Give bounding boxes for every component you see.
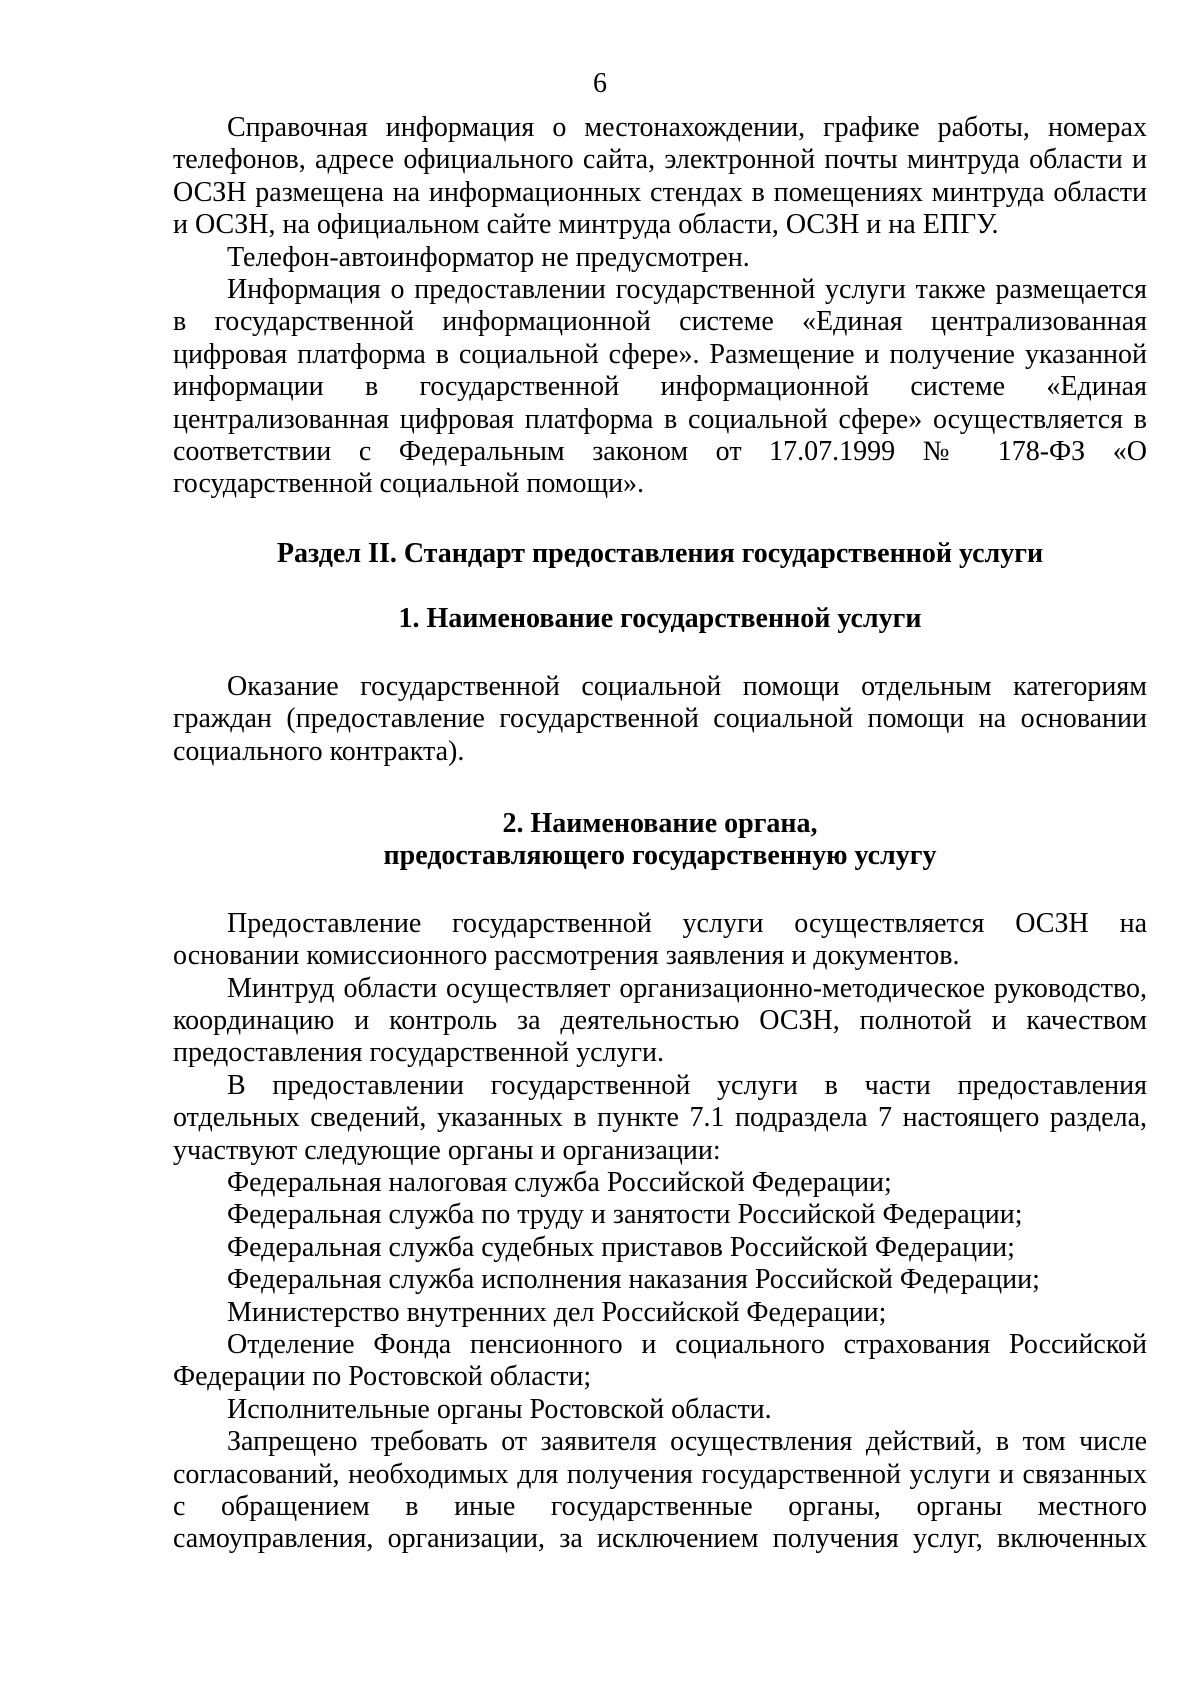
paragraph-prohibition: Запрещено требовать от заявителя осуществления действий, в том числе согласований, необходимых для получения государственной услуги и связанных с обращением в иные государственные органы, органы местного самоуправления, организации, за исключением получения услуг, включенных [173, 1426, 1147, 1555]
spacer [173, 873, 1147, 908]
list-item-participant: Федеральная служба исполнения наказания Российской Федерации; [227, 1264, 1040, 1296]
section-title: Раздел II. Стандарт предоставления государственной услуги [276, 537, 1044, 569]
subsection-1-title: 1. Наименование государственной услуги [398, 603, 922, 635]
list-item-participant: Исполнительные органы Ростовской области. [227, 1393, 772, 1425]
list-item-participant: Федеральная служба судебных приставов Российской Федерации; [227, 1231, 1015, 1263]
subsection-2-title-line1: 2. Наименование органа, [502, 807, 818, 839]
spacer [173, 501, 1147, 538]
paragraph-reference-info: Справочная информация о местонахождении, графике работы, номерах телефонов, адресе официального сайта, электронной почты минтруда области и ОСЗН размещена на информационных стендах в помещениях минтруда области и ОСЗН, на официальном сайте минтруда области, ОСЗН и на ЕПГУ. [173, 112, 1147, 241]
page-number: 6 [593, 68, 607, 99]
paragraph-ministry-role: Минтруд области осуществляет организационно-методическое руководство, координацию и контроль за деятельностью ОСЗН, полнотой и качеством предоставления государственной услуги. [173, 972, 1147, 1069]
subsection-2-title-line2: предоставляющего государственную услугу [383, 840, 937, 872]
spacer [173, 768, 1147, 808]
spacer [173, 636, 1147, 671]
list-item-participant: Отделение Фонда пенсионного и социального страхования Российской Федерации по Ростовской области; [173, 1329, 1147, 1393]
paragraph-provider: Предоставление государственной услуги осуществляется ОСЗН на основании комиссионного рассмотрения заявления и документов. [173, 907, 1147, 972]
spacer [173, 570, 1147, 603]
list-item-participant: Федеральная служба по труду и занятости Российской Федерации; [227, 1199, 1023, 1231]
document-body [173, 112, 1147, 1556]
paragraph-participants-intro: В предоставлении государственной услуги в части предоставления отдельных сведений, указанных в пункте 7.1 подраздела 7 настоящего раздела, участвуют следующие органы и организации: [173, 1069, 1147, 1166]
paragraph-service-name: Оказание государственной социальной помощи отдельным категориям граждан (предоставление государственной социальной помощи на основании социального контракта). [173, 670, 1147, 767]
list-item-participant: Министерство внутренних дел Российской Федерации; [227, 1296, 887, 1328]
paragraph-autoinformer: Телефон-автоинформатор не предусмотрен. [227, 241, 750, 273]
paragraph-egisso-info: Информация о предоставлении государственной услуги также размещается в государственной информационной системе «Единая централизованная цифровая платформа в социальной сфере». Размещение и получение указанной информации в государственной информационной системе «Единая централизованная цифровая платформа в социальной сфере» осуществляется в соответствии с Федеральным законом от 17.07.1999 № 178-ФЗ «О государственной социальной помощи». [173, 274, 1147, 500]
list-item-participant: Федеральная налоговая служба Российской Федерации; [227, 1166, 892, 1198]
